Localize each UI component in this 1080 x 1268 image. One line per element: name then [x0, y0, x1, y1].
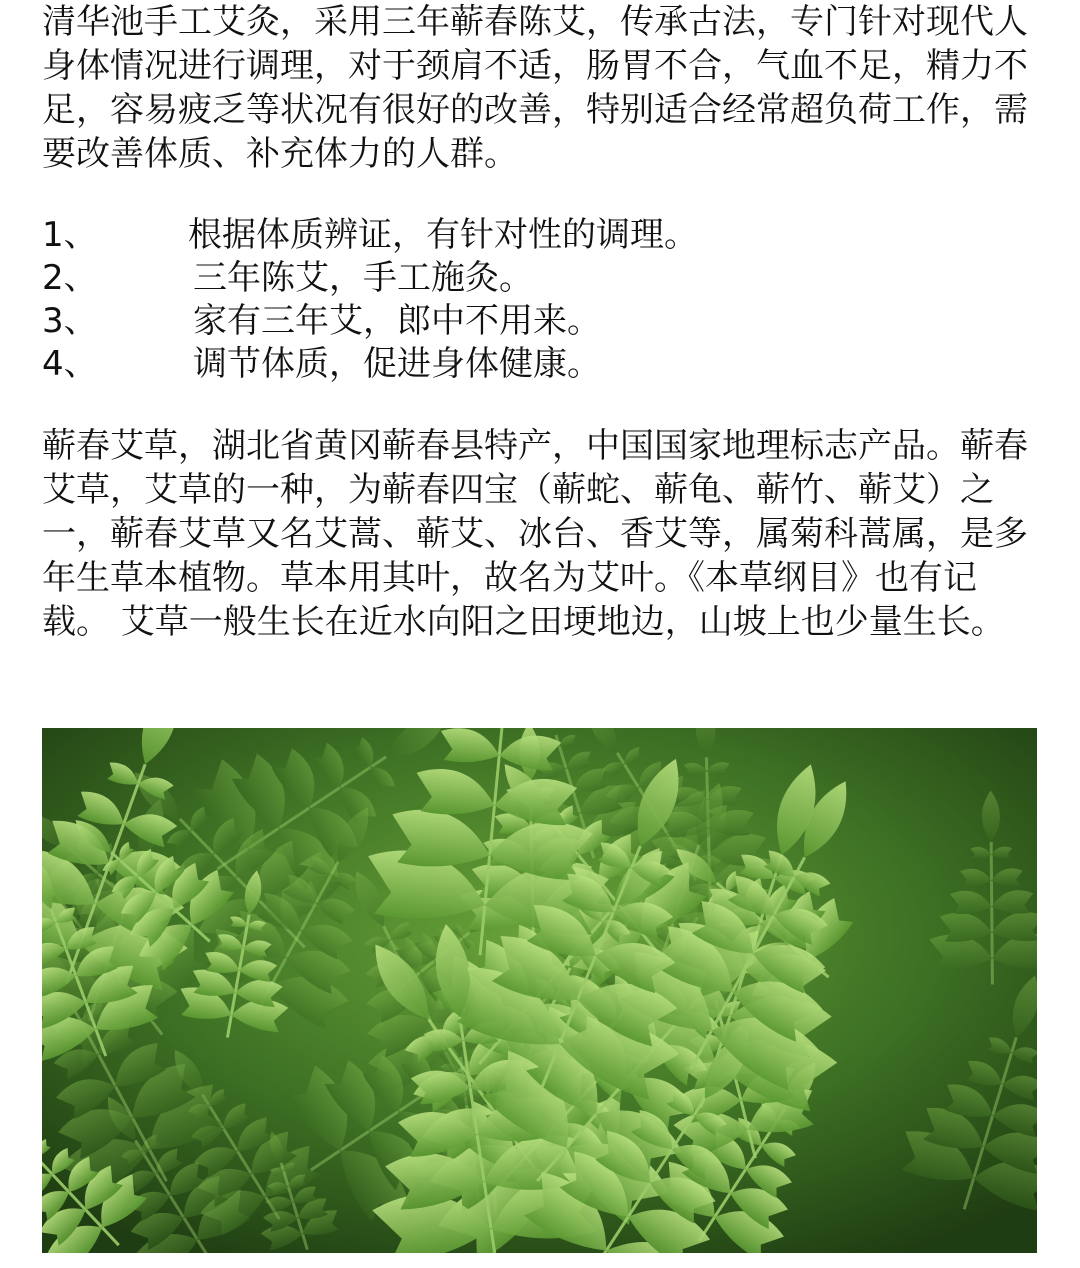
list-number: 4、 — [42, 344, 98, 384]
list-text: 根据体质辨证，有针对性的调理。 — [188, 215, 698, 255]
list-number: 2、 — [42, 258, 98, 298]
list-number: 3、 — [42, 301, 98, 341]
mugwort-leaves-illustration — [42, 728, 1037, 1253]
list-item — [42, 300, 1042, 343]
mugwort-photo — [42, 728, 1037, 1253]
list-item — [42, 343, 1042, 386]
list-text: 三年陈艾，手工施灸。 — [193, 258, 533, 298]
list-text: 调节体质，促进身体健康。 — [193, 344, 601, 384]
description-paragraph: 蕲春艾草，湖北省黄冈蕲春县特产，中国国家地理标志产品。蕲春艾草，艾草的一种，为蕲春四宝（蕲蛇、蕲龟、蕲竹、蕲艾）之一，蕲春艾草又名艾蒿、蕲艾、冰台、香艾等，属菊科蒿属，是多年生草本植物。草本用其叶，故名为艾叶。《本草纲目》也有记载。 艾草一般生长在近水向阳之田埂地边，山坡上也少量生长。 — [42, 426, 1028, 642]
intro-paragraph: 清华池手工艾灸，采用三年蕲春陈艾，传承古法，专门针对现代人身体情况进行调理，对于颈肩不适，肠胃不合，气血不足，精力不足，容易疲乏等状况有很好的改善，特别适合经常超负荷工作，需要改善体质、补充体力的人群。 — [42, 2, 1028, 174]
list-item — [42, 257, 1042, 300]
list-number: 1、 — [42, 215, 98, 255]
list-item — [42, 214, 1042, 257]
article — [42, 0, 1042, 644]
list-text: 家有三年艾，郎中不用来。 — [193, 301, 601, 341]
benefit-list — [42, 214, 1042, 386]
